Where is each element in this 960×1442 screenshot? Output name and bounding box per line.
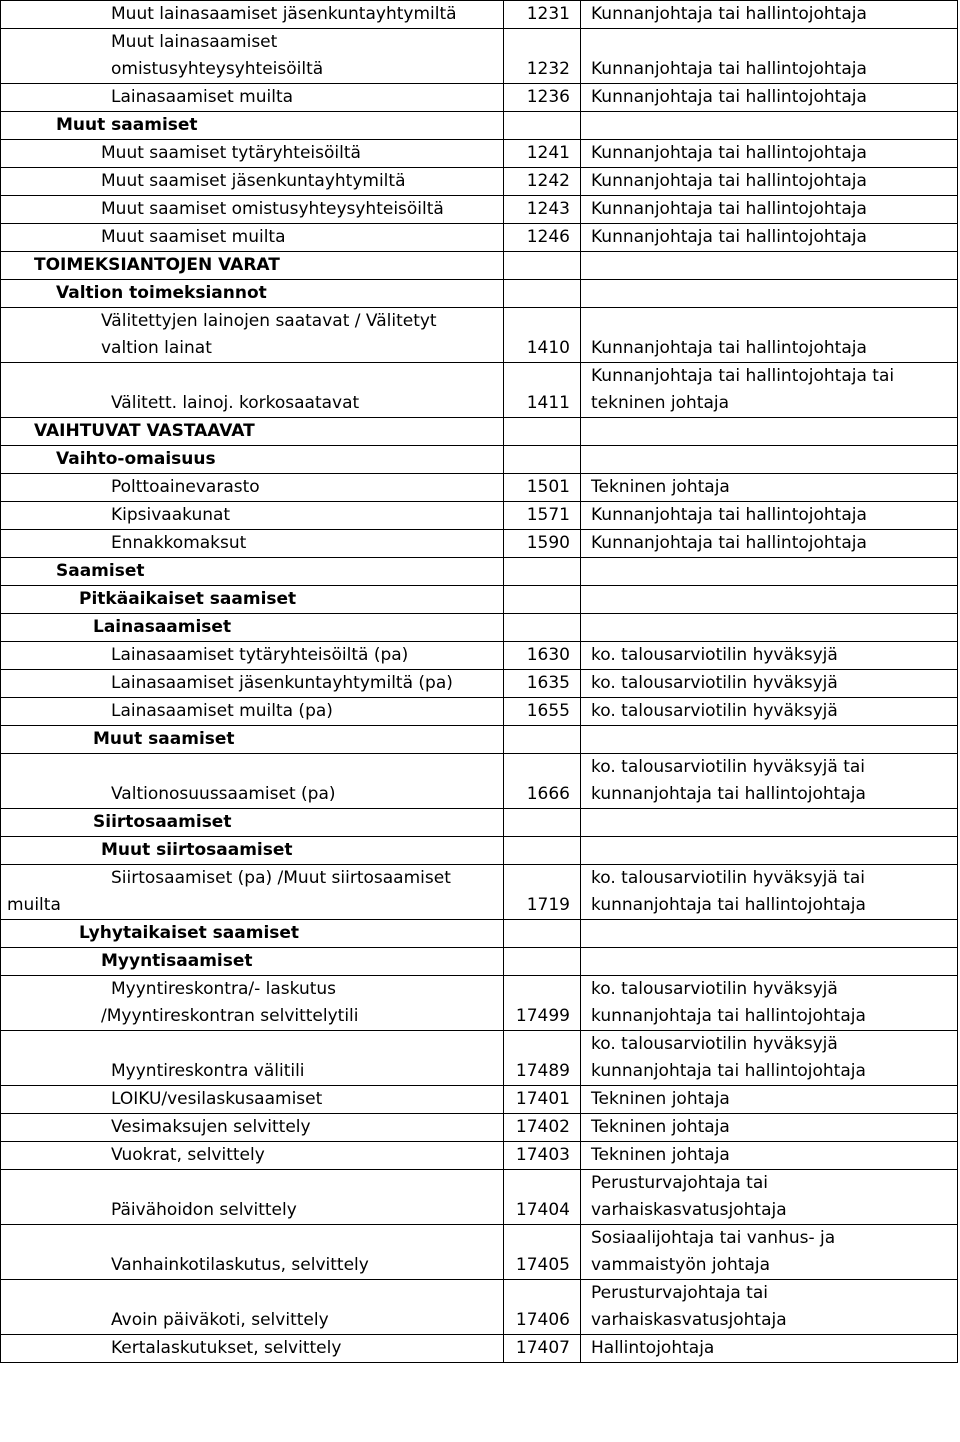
account-name-cell bbox=[1, 196, 504, 224]
account-code-text: 1571 bbox=[526, 505, 570, 525]
approver-cell bbox=[581, 558, 958, 586]
account-code-text: 1655 bbox=[526, 701, 570, 721]
account-name-text: muilta bbox=[7, 895, 61, 915]
account-code-text bbox=[510, 280, 570, 307]
account-name-text: Vuokrat, selvittely bbox=[111, 1145, 265, 1165]
account-name-cell bbox=[1, 865, 504, 920]
account-code-text bbox=[510, 558, 570, 585]
account-name-text: omistusyhteysyhteisöiltä bbox=[111, 59, 324, 79]
approver-cell bbox=[581, 280, 958, 308]
account-code-cell bbox=[504, 976, 581, 1031]
table-row bbox=[1, 1225, 958, 1280]
account-code-cell bbox=[504, 642, 581, 670]
account-code-cell bbox=[504, 586, 581, 614]
account-name-cell bbox=[1, 642, 504, 670]
account-name-cell bbox=[1, 418, 504, 446]
account-name-cell bbox=[1, 754, 504, 809]
approver-cell bbox=[581, 837, 958, 865]
account-code-text bbox=[510, 920, 570, 947]
account-code-text: 1666 bbox=[526, 784, 570, 804]
approver-text bbox=[591, 418, 951, 445]
account-name-cell bbox=[1, 809, 504, 837]
approver-text: Tekninen johtaja bbox=[591, 477, 730, 497]
approver-text: Kunnanjohtaja tai hallintojohtaja bbox=[591, 505, 867, 525]
approver-text: Hallintojohtaja bbox=[591, 1338, 715, 1358]
account-name-text: Myyntisaamiset bbox=[101, 951, 253, 971]
account-code-cell bbox=[504, 112, 581, 140]
approver-text bbox=[591, 614, 951, 641]
account-code-cell bbox=[504, 502, 581, 530]
account-code-cell bbox=[504, 474, 581, 502]
table-row bbox=[1, 1335, 958, 1363]
account-code-text: 1630 bbox=[526, 645, 570, 665]
account-code-cell bbox=[504, 754, 581, 809]
approver-cell bbox=[581, 418, 958, 446]
account-code-cell bbox=[504, 614, 581, 642]
account-name-cell bbox=[1, 837, 504, 865]
account-code-text: 17404 bbox=[515, 1200, 570, 1220]
approver-text bbox=[591, 837, 951, 864]
approver-text: ko. talousarviotilin hyväksyjä bbox=[591, 701, 838, 721]
account-name-cell bbox=[1, 140, 504, 168]
account-name-text: Välitettyjen lainojen saatavat / Välitetyt bbox=[101, 311, 437, 331]
approver-text: kunnanjohtaja tai hallintojohtaja bbox=[591, 1006, 866, 1026]
approver-cell bbox=[581, 1225, 958, 1280]
table-row bbox=[1, 754, 958, 809]
account-name-text: valtion lainat bbox=[101, 338, 212, 358]
account-code-cell bbox=[504, 726, 581, 754]
approver-cell bbox=[581, 308, 958, 363]
table-row bbox=[1, 224, 958, 252]
approver-text: vammaistyön johtaja bbox=[591, 1255, 771, 1275]
table-row bbox=[1, 837, 958, 865]
account-code-cell bbox=[504, 224, 581, 252]
table-row bbox=[1, 558, 958, 586]
approver-text: ko. talousarviotilin hyväksyjä tai bbox=[591, 757, 866, 777]
account-name-cell bbox=[1, 224, 504, 252]
approver-cell bbox=[581, 112, 958, 140]
account-name-cell bbox=[1, 168, 504, 196]
account-name-text: Välitett. lainoj. korkosaatavat bbox=[111, 393, 360, 413]
approver-text bbox=[591, 112, 951, 139]
approver-text: ko. talousarviotilin hyväksyjä bbox=[591, 1034, 838, 1054]
account-name-cell bbox=[1, 558, 504, 586]
account-name-text: Avoin päiväkoti, selvittely bbox=[111, 1310, 329, 1330]
account-name-cell bbox=[1, 84, 504, 112]
account-name-cell bbox=[1, 976, 504, 1031]
account-code-cell bbox=[504, 1031, 581, 1086]
account-name-text: TOIMEKSIANTOJEN VARAT bbox=[34, 255, 280, 275]
account-code-text: 1241 bbox=[526, 143, 570, 163]
account-name-text: Vaihto-omaisuus bbox=[56, 449, 216, 469]
approver-cell bbox=[581, 252, 958, 280]
account-code-cell bbox=[504, 196, 581, 224]
account-code-text: 1635 bbox=[526, 673, 570, 693]
account-code-text: 1246 bbox=[526, 227, 570, 247]
account-code-text: 17403 bbox=[515, 1145, 570, 1165]
account-code-cell bbox=[504, 670, 581, 698]
table-row bbox=[1, 530, 958, 558]
approver-cell bbox=[581, 29, 958, 84]
approver-text: Perusturvajohtaja tai bbox=[591, 1283, 768, 1303]
table-row bbox=[1, 29, 958, 84]
account-name-text: /Myyntireskontran selvittelytili bbox=[101, 1006, 359, 1026]
approver-cell bbox=[581, 976, 958, 1031]
account-name-cell bbox=[1, 1335, 504, 1363]
approver-text: varhaiskasvatusjohtaja bbox=[591, 1310, 787, 1330]
approver-text: Tekninen johtaja bbox=[591, 1117, 730, 1137]
account-name-text: Pitkäaikaiset saamiset bbox=[79, 589, 297, 609]
account-code-cell bbox=[504, 363, 581, 418]
approver-cell bbox=[581, 1335, 958, 1363]
table-row bbox=[1, 84, 958, 112]
approver-cell bbox=[581, 920, 958, 948]
table-row bbox=[1, 196, 958, 224]
table-row bbox=[1, 112, 958, 140]
table-row bbox=[1, 865, 958, 920]
account-code-cell bbox=[504, 280, 581, 308]
account-code-text: 17499 bbox=[515, 1006, 570, 1026]
approver-cell bbox=[581, 140, 958, 168]
table-row bbox=[1, 1142, 958, 1170]
account-code-cell bbox=[504, 29, 581, 84]
account-name-cell bbox=[1, 446, 504, 474]
table-row bbox=[1, 948, 958, 976]
account-code-text: 17405 bbox=[515, 1255, 570, 1275]
approver-cell bbox=[581, 698, 958, 726]
approver-text: ko. talousarviotilin hyväksyjä bbox=[591, 673, 838, 693]
approver-text: varhaiskasvatusjohtaja bbox=[591, 1200, 787, 1220]
account-code-text bbox=[510, 837, 570, 864]
account-name-cell bbox=[1, 280, 504, 308]
table-row bbox=[1, 1, 958, 29]
approver-cell bbox=[581, 168, 958, 196]
approver-text: kunnanjohtaja tai hallintojohtaja bbox=[591, 895, 866, 915]
account-name-text: Muut saamiset omistusyhteysyhteisöiltä bbox=[101, 199, 444, 219]
account-name-cell bbox=[1, 1031, 504, 1086]
account-code-text: 17489 bbox=[515, 1061, 570, 1081]
approver-text bbox=[591, 586, 951, 613]
account-name-text: Vanhainkotilaskutus, selvittely bbox=[111, 1255, 369, 1275]
account-code-cell bbox=[504, 168, 581, 196]
account-name-cell bbox=[1, 1, 504, 29]
account-code-text: 1410 bbox=[526, 338, 570, 358]
approver-text: Kunnanjohtaja tai hallintojohtaja bbox=[591, 227, 867, 247]
table-row bbox=[1, 280, 958, 308]
account-code-text bbox=[510, 614, 570, 641]
approver-text bbox=[591, 446, 951, 473]
approver-cell bbox=[581, 1280, 958, 1335]
approver-text: ko. talousarviotilin hyväksyjä bbox=[591, 979, 838, 999]
account-name-text: Siirtosaamiset bbox=[93, 812, 232, 832]
account-code-cell bbox=[504, 446, 581, 474]
account-name-text: Muut saamiset bbox=[93, 729, 235, 749]
approver-text: Kunnanjohtaja tai hallintojohtaja bbox=[591, 171, 867, 191]
account-code-text: 1501 bbox=[526, 477, 570, 497]
account-code-text bbox=[510, 446, 570, 473]
account-name-text: Muut saamiset jäsenkuntayhtymiltä bbox=[101, 171, 406, 191]
table-row bbox=[1, 670, 958, 698]
approver-cell bbox=[581, 614, 958, 642]
table-row bbox=[1, 1280, 958, 1335]
table-row bbox=[1, 698, 958, 726]
account-name-cell bbox=[1, 1170, 504, 1225]
account-name-text: Lainasaamiset muilta bbox=[111, 87, 294, 107]
account-code-cell bbox=[504, 140, 581, 168]
approver-text: Kunnanjohtaja tai hallintojohtaja bbox=[591, 338, 867, 358]
approver-text: Kunnanjohtaja tai hallintojohtaja bbox=[591, 4, 867, 24]
approver-text: Kunnanjohtaja tai hallintojohtaja bbox=[591, 199, 867, 219]
approver-text: Kunnanjohtaja tai hallintojohtaja bbox=[591, 143, 867, 163]
account-code-cell bbox=[504, 837, 581, 865]
approver-cell bbox=[581, 1114, 958, 1142]
account-code-cell bbox=[504, 418, 581, 446]
approver-text bbox=[591, 252, 951, 279]
approver-text bbox=[591, 280, 951, 307]
account-name-text: Valtionosuussaamiset (pa) bbox=[111, 784, 336, 804]
account-name-text: Valtion toimeksiannot bbox=[56, 283, 267, 303]
account-code-cell bbox=[504, 252, 581, 280]
account-name-text: Muut lainasaamiset jäsenkuntayhtymiltä bbox=[111, 4, 457, 24]
account-name-cell bbox=[1, 474, 504, 502]
table-row bbox=[1, 363, 958, 418]
approver-cell bbox=[581, 446, 958, 474]
approver-cell bbox=[581, 1142, 958, 1170]
approver-text bbox=[591, 809, 951, 836]
account-name-cell bbox=[1, 948, 504, 976]
account-name-text: Kipsivaakunat bbox=[111, 505, 231, 525]
approver-cell bbox=[581, 670, 958, 698]
account-name-cell bbox=[1, 726, 504, 754]
approver-text: kunnanjohtaja tai hallintojohtaja bbox=[591, 1061, 866, 1081]
table-row bbox=[1, 976, 958, 1031]
account-name-text: Muut siirtosaamiset bbox=[101, 840, 293, 860]
approver-text bbox=[591, 948, 951, 975]
account-code-cell bbox=[504, 1114, 581, 1142]
account-name-text: Vesimaksujen selvittely bbox=[111, 1117, 311, 1137]
account-name-cell bbox=[1, 1280, 504, 1335]
approver-text: Sosiaalijohtaja tai vanhus- ja bbox=[591, 1228, 836, 1248]
table-row bbox=[1, 252, 958, 280]
account-name-cell bbox=[1, 614, 504, 642]
approver-cell bbox=[581, 1, 958, 29]
account-name-cell bbox=[1, 1114, 504, 1142]
account-code-text bbox=[510, 418, 570, 445]
account-code-cell bbox=[504, 308, 581, 363]
account-code-cell bbox=[504, 84, 581, 112]
account-name-text: Myyntireskontra/- laskutus bbox=[111, 979, 337, 999]
table-row bbox=[1, 502, 958, 530]
approver-cell bbox=[581, 586, 958, 614]
account-name-text: Myyntireskontra välitili bbox=[111, 1061, 305, 1081]
account-code-text bbox=[510, 809, 570, 836]
account-name-cell bbox=[1, 670, 504, 698]
approver-text bbox=[591, 920, 951, 947]
approver-text: tekninen johtaja bbox=[591, 393, 730, 413]
approver-cell bbox=[581, 809, 958, 837]
account-code-cell bbox=[504, 1086, 581, 1114]
account-name-cell bbox=[1, 530, 504, 558]
table-row bbox=[1, 586, 958, 614]
account-code-text: 17406 bbox=[515, 1310, 570, 1330]
account-code-text bbox=[510, 252, 570, 279]
table-row bbox=[1, 418, 958, 446]
account-code-cell bbox=[504, 809, 581, 837]
table-row bbox=[1, 1170, 958, 1225]
approver-text: Kunnanjohtaja tai hallintojohtaja bbox=[591, 533, 867, 553]
approver-cell bbox=[581, 224, 958, 252]
table-row bbox=[1, 308, 958, 363]
account-code-cell bbox=[504, 1, 581, 29]
account-code-text: 17402 bbox=[515, 1117, 570, 1137]
account-name-text: Muut saamiset bbox=[56, 115, 198, 135]
account-name-cell bbox=[1, 1225, 504, 1280]
account-name-cell bbox=[1, 920, 504, 948]
approver-cell bbox=[581, 726, 958, 754]
account-name-cell bbox=[1, 1142, 504, 1170]
table-row bbox=[1, 1086, 958, 1114]
account-name-text: Lainasaamiset tytäryhteisöiltä (pa) bbox=[111, 645, 409, 665]
account-code-cell bbox=[504, 1280, 581, 1335]
approver-cell bbox=[581, 84, 958, 112]
approver-cell bbox=[581, 865, 958, 920]
table-row bbox=[1, 140, 958, 168]
account-code-text: 1411 bbox=[526, 393, 570, 413]
account-code-cell bbox=[504, 1335, 581, 1363]
account-name-cell bbox=[1, 698, 504, 726]
account-name-text: Muut saamiset tytäryhteisöiltä bbox=[101, 143, 361, 163]
approver-cell bbox=[581, 474, 958, 502]
approver-cell bbox=[581, 1170, 958, 1225]
table-row bbox=[1, 474, 958, 502]
table-row bbox=[1, 446, 958, 474]
account-name-text: Lainasaamiset bbox=[93, 617, 232, 637]
account-code-cell bbox=[504, 530, 581, 558]
table-row bbox=[1, 1114, 958, 1142]
approver-cell bbox=[581, 1086, 958, 1114]
table-row bbox=[1, 920, 958, 948]
account-code-text: 1243 bbox=[526, 199, 570, 219]
approver-text: ko. talousarviotilin hyväksyjä bbox=[591, 645, 838, 665]
table-row bbox=[1, 614, 958, 642]
approver-text: kunnanjohtaja tai hallintojohtaja bbox=[591, 784, 866, 804]
table-row bbox=[1, 168, 958, 196]
table-row bbox=[1, 726, 958, 754]
account-code-text bbox=[510, 726, 570, 753]
approver-text: Tekninen johtaja bbox=[591, 1145, 730, 1165]
account-code-text: 1590 bbox=[526, 533, 570, 553]
table-row bbox=[1, 1031, 958, 1086]
account-name-text: LOIKU/vesilaskusaamiset bbox=[111, 1089, 323, 1109]
account-code-text: 1719 bbox=[526, 895, 570, 915]
account-name-cell bbox=[1, 112, 504, 140]
account-name-cell bbox=[1, 502, 504, 530]
approver-text: Kunnanjohtaja tai hallintojohtaja bbox=[591, 59, 867, 79]
account-code-text: 17407 bbox=[515, 1338, 570, 1358]
account-code-text: 17401 bbox=[515, 1089, 570, 1109]
account-code-text: 1236 bbox=[526, 87, 570, 107]
account-name-text: Kertalaskutukset, selvittely bbox=[111, 1338, 342, 1358]
account-name-cell bbox=[1, 363, 504, 418]
account-code-text bbox=[510, 112, 570, 139]
approver-cell bbox=[581, 363, 958, 418]
account-name-text: VAIHTUVAT VASTAAVAT bbox=[34, 421, 255, 441]
account-code-cell bbox=[504, 1170, 581, 1225]
account-code-text: 1232 bbox=[526, 59, 570, 79]
account-code-text bbox=[510, 948, 570, 975]
account-name-text: Lyhytaikaiset saamiset bbox=[79, 923, 300, 943]
account-name-text: Lainasaamiset jäsenkuntayhtymiltä (pa) bbox=[111, 673, 453, 693]
approver-text: ko. talousarviotilin hyväksyjä tai bbox=[591, 868, 866, 888]
approver-cell bbox=[581, 1031, 958, 1086]
account-code-text: 1242 bbox=[526, 171, 570, 191]
account-name-text: Ennakkomaksut bbox=[111, 533, 247, 553]
account-code-text: 1231 bbox=[526, 4, 570, 24]
account-name-cell bbox=[1, 1086, 504, 1114]
account-code-cell bbox=[504, 698, 581, 726]
account-code-cell bbox=[504, 865, 581, 920]
approver-text: Tekninen johtaja bbox=[591, 1089, 730, 1109]
account-code-cell bbox=[504, 948, 581, 976]
account-name-text: Päivähoidon selvittely bbox=[111, 1200, 297, 1220]
table-row bbox=[1, 642, 958, 670]
approver-text: Kunnanjohtaja tai hallintojohtaja bbox=[591, 87, 867, 107]
account-name-text: Polttoainevarasto bbox=[111, 477, 260, 497]
account-name-text: Muut saamiset muilta bbox=[101, 227, 286, 247]
approver-text: Kunnanjohtaja tai hallintojohtaja tai bbox=[591, 366, 895, 386]
account-name-text: Saamiset bbox=[56, 561, 145, 581]
account-name-cell bbox=[1, 252, 504, 280]
account-code-text bbox=[510, 586, 570, 613]
approver-cell bbox=[581, 196, 958, 224]
approver-text bbox=[591, 726, 951, 753]
account-code-cell bbox=[504, 1142, 581, 1170]
table-row bbox=[1, 809, 958, 837]
account-name-text: Siirtosaamiset (pa) /Muut siirtosaamiset bbox=[111, 868, 451, 888]
account-name-cell bbox=[1, 308, 504, 363]
approver-cell bbox=[581, 530, 958, 558]
approver-text: Perusturvajohtaja tai bbox=[591, 1173, 768, 1193]
approver-cell bbox=[581, 948, 958, 976]
account-name-cell bbox=[1, 586, 504, 614]
account-code-cell bbox=[504, 558, 581, 586]
account-name-cell bbox=[1, 29, 504, 84]
approver-cell bbox=[581, 642, 958, 670]
account-name-text: Lainasaamiset muilta (pa) bbox=[111, 701, 333, 721]
approver-cell bbox=[581, 502, 958, 530]
account-code-cell bbox=[504, 920, 581, 948]
account-name-text: Muut lainasaamiset bbox=[111, 32, 278, 52]
approver-cell bbox=[581, 754, 958, 809]
account-table-body bbox=[1, 1, 958, 1363]
approver-text bbox=[591, 558, 951, 585]
account-code-cell bbox=[504, 1225, 581, 1280]
